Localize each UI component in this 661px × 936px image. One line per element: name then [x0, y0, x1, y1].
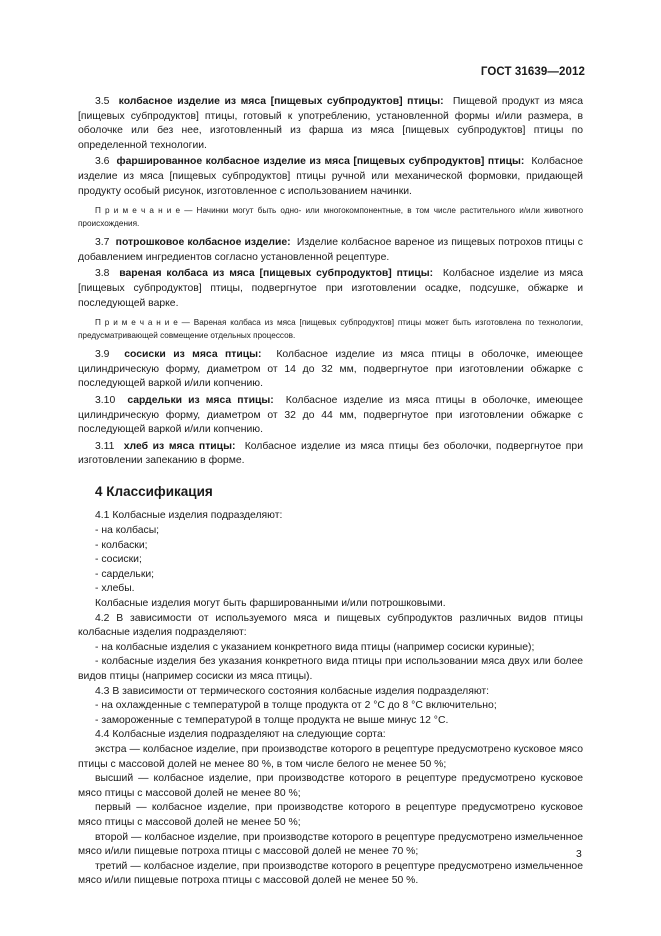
definition-3-5: [78, 95, 583, 153]
clause-4-1-note: Колбасные изделия могут быть фаршированными и/или потрошковыми.: [95, 598, 446, 610]
grade-highest: высший — колбасное изделие, при производстве которого в рецептуре предусмотрено кусковое мясо птицы с массовой долей не менее 80 %;: [78, 773, 583, 799]
definition-3-8: [78, 267, 583, 311]
grade-third: третий — колбасное изделие, при производстве которого в рецептуре предусмотрено измельченное мясо и/или пищевые потроха птицы с массовой долей не менее 50 %.: [78, 860, 583, 887]
clause-4-3: 4.3 В зависимости от термического состояния колбасные изделия подразделяют:: [95, 685, 490, 697]
definition-3-7: [78, 236, 583, 265]
definition-3-9: [78, 348, 583, 392]
clause-number: 3.7: [95, 237, 110, 249]
list-item: - на колбасы;: [95, 525, 160, 537]
document-id: ГОСТ 31639—2012: [480, 66, 585, 78]
list-item: - колбаски;: [95, 539, 148, 551]
section-heading: 4 Классификация: [95, 483, 213, 499]
definition-3-6: [78, 155, 583, 199]
note-label: П р и м е ч а н и е: [95, 206, 181, 216]
clause-number: 3.8: [95, 268, 110, 280]
clause-4-4: 4.4 Колбасные изделия подразделяют на следующие сорта:: [95, 729, 386, 741]
definition-3-10: [78, 394, 583, 438]
list-item: - хлебы.: [95, 583, 135, 595]
term: сардельки из мяса птицы:: [127, 394, 274, 406]
note-label: П р и м е ч а н и е: [95, 318, 178, 328]
definition-3-11: [78, 440, 583, 469]
term: вареная колбаса из мяса [пищевых субпродуктов] птицы:: [119, 268, 434, 280]
clause-4-1: 4.1 Колбасные изделия подразделяют:: [95, 510, 283, 522]
clause-number: 3.11: [95, 440, 115, 452]
note-2: [78, 317, 583, 342]
term: колбасное изделие из мяса [пищевых субпродуктов] птицы:: [118, 96, 444, 107]
term: сосиски из мяса птицы:: [124, 349, 262, 361]
grade-extra: экстра — колбасное изделие, при производстве которого в рецептуре предусмотрено кусковое мясо птицы с массовой долей не менее 80 %, в том числе белого не менее 50 %;: [78, 743, 583, 770]
clause-number: 3.10: [95, 394, 116, 406]
list-item: - колбасные изделия без указания конкретного вида птицы при использовании мяса двух или более видов птицы (например сосиски из мяса птицы).: [78, 656, 583, 682]
clause-number: 3.5: [95, 96, 110, 107]
list-item: - на колбасные изделия с указанием конкретного вида птицы (например сосиски куриные);: [95, 641, 535, 653]
definition-text: Изделие колбасное вареное из пищевых потрохов птицы с добавлением ингредиентов согласно установленной рецептуре.: [78, 237, 583, 263]
note-text: — Вареная колбаса из мяса [пищевых субпродуктов] птицы может быть изготовлена по технологии, предусматривающей совмещение отдельных процессов.: [78, 318, 584, 340]
clause-4-2: 4.2 В зависимости от используемого мяса и пищевых субпродуктов различных видов птицы колбасные изделия подразделяют:: [78, 612, 583, 639]
page-content: [78, 95, 583, 889]
definition-text: Колбасное изделие из мяса [пищевых субпродуктов] птицы ручной или механической формовки, придающей продукту особый рисунок, изготовленное с использованием начинки.: [78, 156, 584, 197]
note-text: — Начинки могут быть одно- или многокомпонентные, в том числе растительного и/или животного происхождения.: [78, 206, 583, 228]
list-item: - сосиски;: [95, 554, 142, 566]
definition-text: Пищевой продукт из мяса [пищевых субпродуктов] птицы, готовый к употреблению, установленной формы и/или размера, в оболочке или без нее, изготовленный из фарша из мяса [пищевых субпродуктов] птицы по определенной технологии.: [78, 96, 583, 151]
term: фаршированное колбасное изделие из мяса [пищевых субпродуктов] птицы:: [116, 156, 525, 168]
list-item: - сардельки;: [95, 568, 155, 580]
grade-second: второй — колбасное изделие, при производстве которого в рецептуре предусмотрено измельченное мясо и/или пищевые потроха птицы с массовой долей не менее 70 %;: [78, 831, 583, 858]
grade-first: первый — колбасное изделие, при производстве которого в рецептуре предусмотрено кусковое мясо птицы с массовой долей не менее 50 %;: [78, 802, 583, 828]
clause-number: 3.9: [95, 349, 110, 361]
term: хлеб из мяса птицы:: [123, 440, 236, 452]
definition-text: Колбасное изделие из мяса птицы в оболочке, имеющее цилиндрическую форму, диаметром от 32 до 44 мм, подвергнутое при изготовлении обжарке с последующей варкой и/или копчению.: [78, 394, 583, 436]
definition-text: Колбасное изделие из мяса птицы без оболочки, подвергнутое при изготовлении запеканию в форме.: [78, 440, 583, 467]
term: потрошковое колбасное изделие:: [115, 237, 291, 249]
definition-text: Колбасное изделие из мяса птицы в оболочке, имеющее цилиндрическую форму, диаметром от 14 до 32 мм, подвергнутое при изготовлении обжарке с последующей варкой и/или копчению.: [78, 349, 583, 390]
definition-text: Колбасное изделие из мяса [пищевых субпродуктов] птицы, подвергнутое при изготовлении осадке, подсушке, обжарке и последующей варке.: [78, 268, 584, 309]
list-item: - замороженные с температурой в толще продукта не выше минус 12 °С.: [95, 714, 449, 726]
note-1: [78, 205, 583, 230]
clause-number: 3.6: [95, 156, 110, 168]
list-item: - на охлажденные с температурой в толще продукта от 2 °С до 8 °С включительно;: [95, 700, 497, 712]
page-number: 3: [576, 849, 582, 860]
